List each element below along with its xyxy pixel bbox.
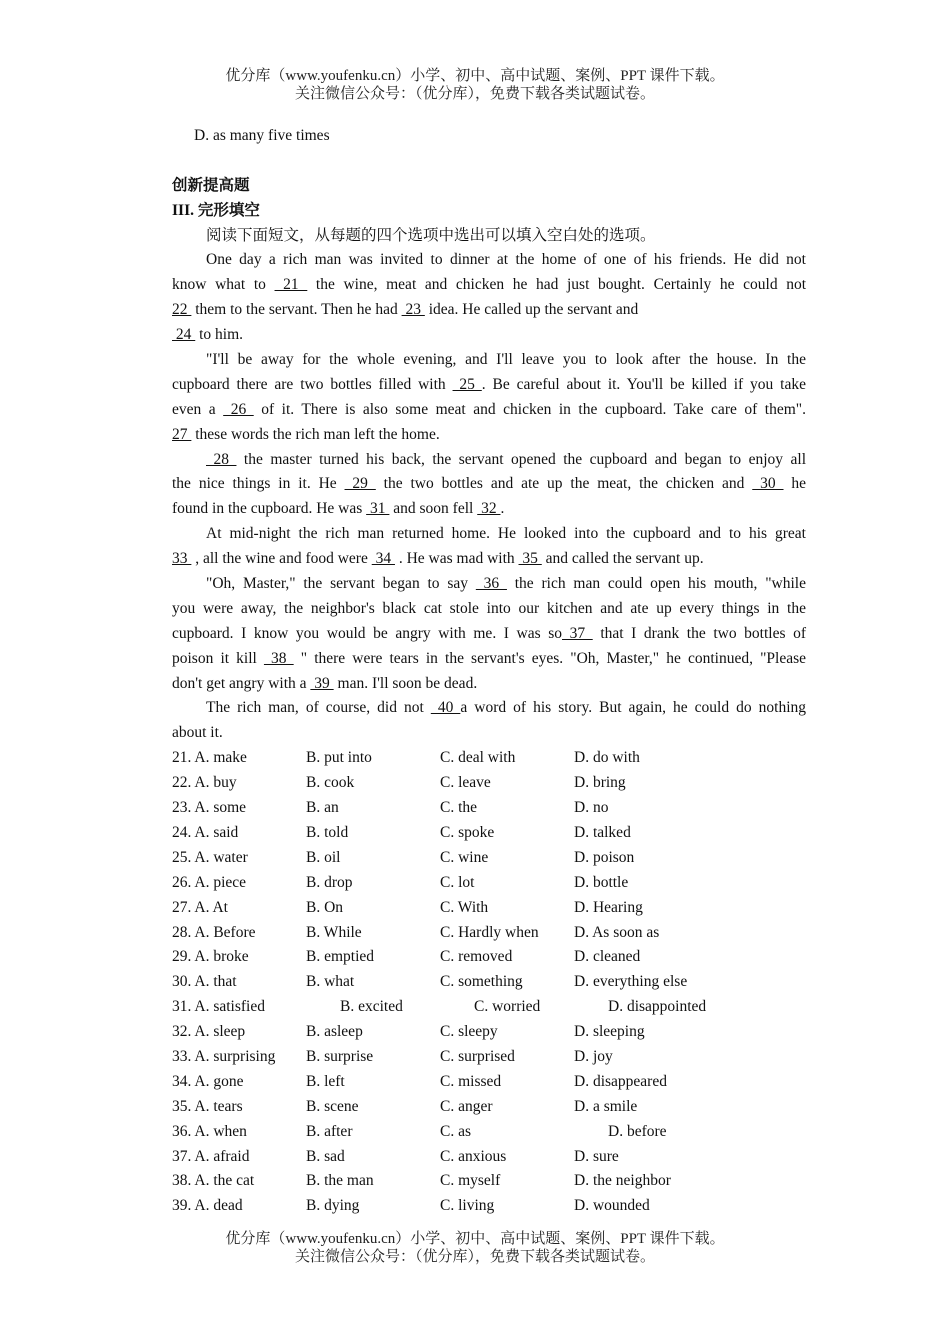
option-c: C. anger <box>440 1097 493 1115</box>
option-row <box>172 1020 806 1045</box>
option-a: 32. A. sleep <box>172 1023 246 1041</box>
passage-line: "I'll be away for the whole evening, and I'll leave you to look after the house. In the <box>206 351 806 369</box>
option-b: B. left <box>306 1072 345 1090</box>
blank-24: 24 <box>172 326 196 344</box>
page-footer <box>0 1230 950 1266</box>
option-c: C. surprised <box>440 1047 515 1065</box>
passage-line: you were away, the neighbor's black cat stole into our kitchen and ate up every things in the <box>172 599 806 617</box>
option-b: B. what <box>306 973 355 991</box>
option-a: 22. A. buy <box>172 774 237 792</box>
header-line-1: 优分库（www.youfenku.cn）小学、初中、高中试题、案例、PPT 课件下载。 <box>225 68 725 84</box>
option-row <box>172 846 806 871</box>
option-row <box>172 796 806 821</box>
option-d: D. bring <box>574 774 626 792</box>
option-row <box>172 746 806 771</box>
passage-line: about it. <box>172 724 223 742</box>
blank-30: 30 <box>752 475 784 493</box>
passage-line: "Oh, Master," the servant began to say 36 the rich man could open his mouth, "while <box>206 575 806 593</box>
passage-line: 28 the master turned his back, the servant opened the cupboard and began to enjoy all <box>206 450 807 468</box>
option-row <box>172 1095 806 1120</box>
option-row <box>172 1145 806 1170</box>
passage-line: cupboard. I know you would be angry with me. I was so 37 that I drank the two bottles of <box>172 624 806 642</box>
option-a: 35. A. tears <box>172 1097 243 1115</box>
option-d: D. cleaned <box>574 948 641 966</box>
instruction: 阅读下面短文，从每题的四个选项中选出可以填入空白处的选项。 <box>206 226 656 244</box>
option-a: 24. A. said <box>172 823 239 841</box>
option-a: 31. A. satisfied <box>172 998 265 1016</box>
option-d: D. a smile <box>574 1097 638 1115</box>
passage-line: 33 , all the wine and food were 34 . He was mad with 35 and called the servant up. <box>172 550 704 568</box>
option-c: C. something <box>440 973 523 991</box>
document-body <box>172 124 806 1219</box>
blank-31: 31 <box>366 500 390 518</box>
option-a: 34. A. gone <box>172 1072 244 1090</box>
option-a: 28. A. Before <box>172 923 256 941</box>
part-title: III. 完形填空 <box>172 201 260 219</box>
option-a: 37. A. afraid <box>172 1147 250 1165</box>
option-c: C. missed <box>440 1072 502 1090</box>
blank-32: 32 <box>477 500 501 518</box>
option-d: D. bottle <box>574 873 629 891</box>
option-b: B. drop <box>306 873 353 891</box>
option-row <box>172 995 806 1020</box>
option-a: 29. A. broke <box>172 948 249 966</box>
option-row <box>172 1120 806 1145</box>
option-row <box>172 896 806 921</box>
option-a: 27. A. At <box>172 898 228 916</box>
option-c: C. spoke <box>440 823 495 841</box>
footer-line-2: 关注微信公众号：（优分库），免费下载各类试题试卷。 <box>294 1249 655 1265</box>
option-b: B. told <box>306 823 349 841</box>
passage <box>172 248 806 746</box>
passage-line: poison it kill 38 " there were tears in the servant's eyes. "Oh, Master," he continued, "Please <box>172 649 807 667</box>
option-row <box>172 970 806 995</box>
option-b: B. surprise <box>306 1047 374 1065</box>
section-title: 创新提高题 <box>172 176 250 194</box>
option-a: 33. A. surprising <box>172 1047 276 1065</box>
option-a: 21. A. make <box>172 749 247 767</box>
blank-39: 39 <box>310 674 334 692</box>
blank-37: 37 <box>562 624 593 642</box>
option-b: B. oil <box>306 848 341 866</box>
option-b: B. emptied <box>306 948 375 966</box>
header-line-2: 关注微信公众号：（优分库），免费下载各类试题试卷。 <box>294 86 655 102</box>
option-b: B. While <box>306 923 362 941</box>
option-d: D. wounded <box>574 1197 650 1215</box>
option-row <box>172 945 806 970</box>
option-b: B. the man <box>306 1172 374 1190</box>
option-d: D. sleeping <box>574 1023 645 1041</box>
option-row <box>172 1169 806 1194</box>
option-d: D. joy <box>574 1047 613 1065</box>
passage-line: One day a rich man was invited to dinner at the home of one of his friends. He did not <box>206 251 806 269</box>
passage-line: know what to 21 the wine, meat and chicken he had just bought. Certainly he could not <box>172 276 807 294</box>
option-c: C. anxious <box>440 1147 507 1165</box>
option-row <box>172 771 806 796</box>
passage-line: At mid-night the rich man returned home. He looked into the cupboard and to his great <box>206 525 806 543</box>
option-d: D. no <box>574 799 609 817</box>
option-d: D. As soon as <box>574 923 660 941</box>
option-c: C. deal with <box>440 749 516 767</box>
passage-line: 22 them to the servant. Then he had 23 idea. He called up the servant and <box>172 301 639 319</box>
option-c: C. myself <box>440 1172 501 1190</box>
blank-33: 33 <box>172 550 192 568</box>
option-d: D. talked <box>574 823 631 841</box>
option-b: B. put into <box>306 749 372 767</box>
option-b: B. asleep <box>306 1023 363 1041</box>
blank-29: 29 <box>344 475 376 493</box>
passage-line: don't get angry with a 39 man. I'll soon be dead. <box>172 674 478 692</box>
option-b: B. cook <box>306 774 355 792</box>
option-c: C. worried <box>474 998 541 1016</box>
blank-27: 27 <box>172 425 192 443</box>
option-c: C. the <box>440 799 478 817</box>
option-c: C. With <box>440 898 489 916</box>
blank-25: 25 <box>452 375 482 393</box>
blank-34: 34 <box>371 550 395 568</box>
option-d: D. disappointed <box>608 998 707 1016</box>
option-a: 38. A. the cat <box>172 1172 255 1190</box>
passage-line: 27 these words the rich man left the home. <box>172 425 440 443</box>
option-row <box>172 1070 806 1095</box>
option-row <box>172 921 806 946</box>
option-b: B. excited <box>340 998 403 1016</box>
option-c: C. as <box>440 1122 471 1140</box>
option-a: 36. A. when <box>172 1122 247 1140</box>
option-a: 26. A. piece <box>172 873 247 891</box>
option-d: D. sure <box>574 1147 619 1165</box>
option-b: B. sad <box>306 1147 345 1165</box>
option-row <box>172 1194 806 1219</box>
passage-line: found in the cupboard. He was 31 and soon fell 32 . <box>172 500 505 518</box>
option-d: D. the neighbor <box>574 1172 671 1190</box>
blank-35: 35 <box>518 550 542 568</box>
passage-line: 24 to him. <box>172 326 244 344</box>
option-a: 23. A. some <box>172 799 247 817</box>
option-row <box>172 871 806 896</box>
page-header <box>0 67 950 103</box>
option-d: D. poison <box>574 848 635 866</box>
passage-line: The rich man, of course, did not 40 a word of his story. But again, he could do nothing <box>206 699 807 717</box>
passage-line: even a 26 of it. There is also some meat and chicken in the cupboard. Take care of them". <box>172 400 806 418</box>
blank-36: 36 <box>475 575 507 593</box>
footer-line-1: 优分库（www.youfenku.cn）小学、初中、高中试题、案例、PPT 课件下载。 <box>225 1231 725 1247</box>
blank-23: 23 <box>401 301 425 319</box>
blank-28: 28 <box>206 450 237 468</box>
option-a: 30. A. that <box>172 973 237 991</box>
option-d: D. Hearing <box>574 898 643 916</box>
previous-option: D. as many five times <box>194 127 330 144</box>
option-row <box>172 1045 806 1070</box>
passage-line: cupboard there are two bottles filled with 25 . Be careful about it. You'll be killed if you take <box>172 375 806 393</box>
option-b: B. after <box>306 1122 353 1140</box>
option-d: D. do with <box>574 749 640 767</box>
options-list <box>172 746 806 1219</box>
option-c: C. leave <box>440 774 491 792</box>
option-row <box>172 821 806 846</box>
option-c: C. living <box>440 1197 495 1215</box>
option-c: C. wine <box>440 848 489 866</box>
option-c: C. removed <box>440 948 513 966</box>
option-a: 25. A. water <box>172 848 248 866</box>
option-b: B. an <box>306 799 339 817</box>
option-d: D. everything else <box>574 973 688 991</box>
option-c: C. lot <box>440 873 475 891</box>
option-d: D. before <box>608 1122 667 1140</box>
option-c: C. sleepy <box>440 1023 498 1041</box>
option-c: C. Hardly when <box>440 923 539 941</box>
passage-line: the nice things in it. He 29 the two bottles and ate up the meat, the chicken and 30 he <box>172 475 807 493</box>
option-b: B. dying <box>306 1197 360 1215</box>
option-d: D. disappeared <box>574 1072 667 1090</box>
blank-40: 40 <box>430 699 461 717</box>
blank-22: 22 <box>172 301 192 319</box>
option-b: B. scene <box>306 1097 359 1115</box>
option-b: B. On <box>306 898 344 916</box>
blank-21: 21 <box>274 276 308 294</box>
option-a: 39. A. dead <box>172 1197 243 1215</box>
blank-38: 38 <box>263 649 294 667</box>
blank-26: 26 <box>223 400 254 418</box>
